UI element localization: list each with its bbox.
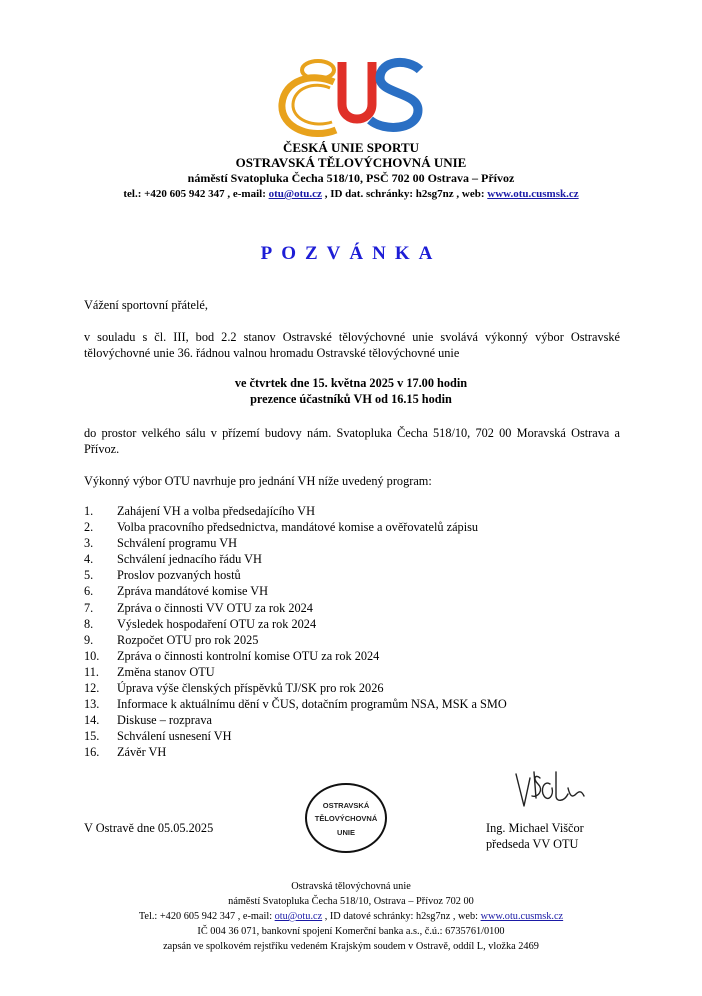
contact-web-link[interactable]: www.otu.cusmsk.cz [487, 188, 579, 200]
list-item: 10. Zpráva o činnosti kontrolní komise OTU za rok 2024 [84, 648, 380, 663]
stamp [305, 783, 387, 853]
signature-text: Višču [510, 812, 513, 813]
program-list [84, 503, 644, 761]
list-item: 16. Závěr VH [84, 745, 167, 760]
document-title: POZVÁNKA [260, 243, 442, 264]
footer-web-link[interactable]: www.otu.cusmsk.cz [480, 911, 564, 922]
stamp-line-2: TĚLOVÝCHOVNÁ [314, 814, 378, 823]
footer-tel: Tel.: +420 605 942 347 , e-mail: [138, 911, 275, 922]
footer-id: , ID datové schránky: h2sg7nz , web: [322, 911, 481, 922]
presence-time: prezence účastníků VH od 16.15 hodin [250, 392, 452, 406]
footer-address: náměstí Svatopluka Čecha 518/10, Ostrava – Přívoz 702 00 [228, 896, 474, 907]
list-item: 5. Proslov pozvaných hostů [84, 568, 241, 583]
stamp-line-1: OSTRAVSKÁ [322, 801, 370, 810]
place-date: V Ostravě dne 05.05.2025 [84, 821, 214, 835]
list-item: 8. Výsledek hospodaření OTU za rok 2024 [84, 616, 317, 631]
meeting-date: ve čtvrtek dne 15. května 2025 v 17.00 hodin [234, 376, 468, 390]
footer-register: zapsán ve spolkovém rejstříku vedeném Krajským soudem v Ostravě, oddíl L, vložka 2469 [163, 941, 539, 952]
org-subname: OSTRAVSKÁ TĚLOVÝCHOVNÁ UNIE [235, 155, 467, 170]
footer-bank: IČ 004 36 071, bankovní spojení Komerční banka a.s., č.ú.: 6735761/0100 [197, 926, 505, 937]
signature [510, 768, 590, 814]
org-address: náměstí Svatopluka Čecha 518/10, PSČ 702 00 Ostrava – Přívoz [187, 171, 515, 185]
list-item: 7. Zpráva o činnosti VV OTU za rok 2024 [84, 600, 313, 615]
list-item: 12. Úprava výše členských příspěvků TJ/SK pro rok 2026 [84, 681, 384, 696]
org-contact [0, 188, 702, 200]
place-paragraph: do prostor velkého sálu v přízemí budovy nám. Svatopluka Čecha 518/10, 702 00 Moravská Ostrava a Přívoz. [84, 426, 620, 456]
contact-email-link[interactable]: otu@otu.cz [268, 188, 322, 200]
footer-contact [0, 909, 702, 924]
cus-logo [272, 50, 432, 142]
list-item: 3. Schválení programu VH [84, 536, 237, 551]
logo-u-shape [342, 62, 372, 119]
list-item: 11. Změna stanov OTU [84, 664, 215, 679]
list-item: 13. Informace k aktuálnímu dění v ČUS, dotačním programům NSA, MSK a SMO [84, 697, 507, 712]
list-item: 14. Diskuse – rozprava [84, 713, 212, 728]
org-name: ČESKÁ UNIE SPORTU [282, 140, 420, 155]
greeting: Vážení sportovní přátelé, [84, 298, 208, 312]
list-item: 15. Schválení usnesení VH [84, 729, 232, 744]
logo-s-shape [370, 62, 420, 127]
program-intro: Výkonný výbor OTU navrhuje pro jednání VH níže uvedený program: [84, 474, 432, 488]
signer-name: Ing. Michael Viščor [486, 821, 584, 835]
list-item: 2. Volba pracovního předsednictva, mandátové komise a ověřovatelů zápisu [84, 520, 479, 535]
stamp-line-3: UNIE [337, 828, 355, 837]
footer-email-link[interactable]: otu@otu.cz [274, 911, 323, 922]
contact-tel: tel.: +420 605 942 347 , e-mail: [123, 188, 269, 200]
list-item: 6. Zpráva mandátové komise VH [84, 584, 269, 599]
intro-paragraph: v souladu s čl. III, bod 2.2 stanov Ostravské tělovýchovné unie svolává výkonný výbor Ostravské tělovýchovné unie 36. řádnou valnou hromadu Ostravské tělovýchovné unie [84, 330, 620, 360]
footer-org: Ostravská tělovýchovná unie [291, 881, 411, 892]
list-item: 4. Schválení jednacího řádu VH [84, 552, 262, 567]
list-item: 9. Rozpočet OTU pro rok 2025 [84, 632, 259, 647]
contact-id: , ID dat. schránky: h2sg7nz , web: [321, 188, 488, 200]
signer-role: předseda VV OTU [486, 837, 579, 851]
list-item: 1. Zahájení VH a volba předsedajícího VH [84, 504, 315, 518]
